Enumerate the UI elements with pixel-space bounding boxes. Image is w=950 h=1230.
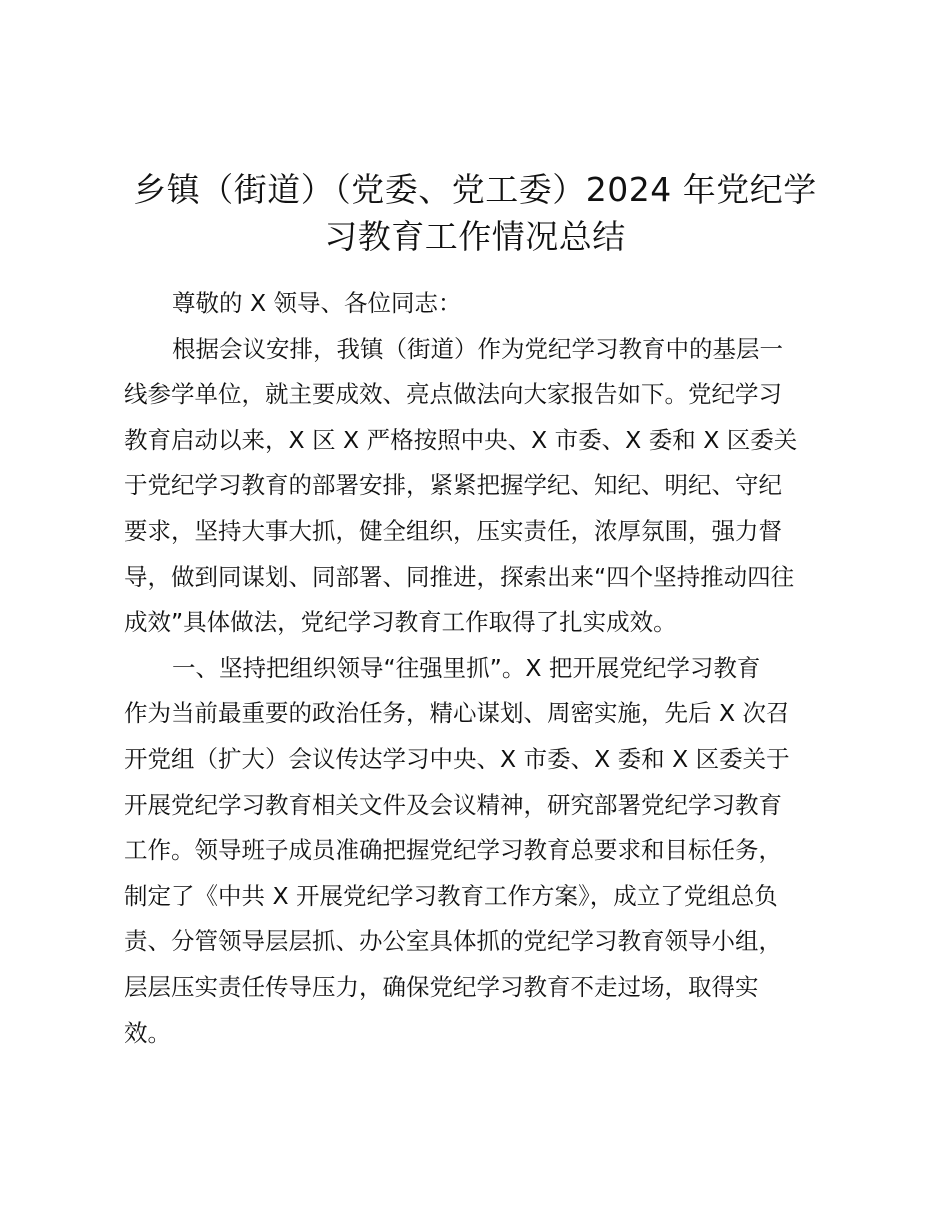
text-line: 教育启动以来，X 区 X 严格按照中央、X 市委、X 委和 X 区委关	[124, 425, 798, 454]
text-line: 尊敬的 X 领导、各位同志：	[172, 289, 462, 317]
text-line: 制定了《中共 X 开展党纪学习教育工作方案》，成立了党组总负	[124, 881, 778, 910]
title-line: 乡镇（街道）（党委、党工委）2024 年党纪学	[133, 170, 817, 209]
text-line: 要求，坚持大事大抓，健全组织，压实责任，浓厚氛围，强力督	[124, 516, 782, 545]
text-line: 线参学单位，就主要成效、亮点做法向大家报告如下。党纪学习	[124, 380, 782, 409]
text-line: 于党纪学习教育的部署安排，紧紧把握学纪、知纪、明纪、守纪	[124, 471, 782, 500]
salutation-paragraph	[124, 281, 828, 327]
title-line: 习教育工作情况总结	[324, 217, 626, 256]
text-line: 开党组（扩大）会议传达学习中央、X 市委、X 委和 X 区委关于	[124, 744, 790, 773]
text-line: 作为当前最重要的政治任务，精心谋划、周密实施，先后 X 次召	[124, 699, 790, 728]
section-one-paragraph	[124, 646, 828, 1056]
text-line: 成效”具体做法，党纪学习教育工作取得了扎实成效。	[124, 608, 677, 637]
text-line: 一、坚持把组织领导“往强里抓”。X 把开展党纪学习教育	[172, 653, 761, 682]
text-line: 导，做到同谋划、同部署、同推进，探索出来“四个坚持推动四往	[124, 562, 795, 591]
text-line: 工作。领导班子成员准确把握党纪学习教育总要求和目标任务，	[124, 836, 782, 865]
document-title	[110, 166, 840, 260]
document-body	[124, 281, 828, 1056]
text-line: 效。	[124, 1018, 171, 1047]
intro-paragraph	[124, 327, 828, 646]
text-line: 开展党纪学习教育相关文件及会议精神，研究部署党纪学习教育	[124, 790, 782, 819]
text-line: 层层压实责任传导压力，确保党纪学习教育不走过场，取得实	[124, 972, 759, 1001]
text-line: 根据会议安排，我镇（街道）作为党纪学习教育中的基层一	[172, 334, 783, 363]
text-line: 责、分管领导层层抓、办公室具体抓的党纪学习教育领导小组，	[124, 927, 782, 956]
